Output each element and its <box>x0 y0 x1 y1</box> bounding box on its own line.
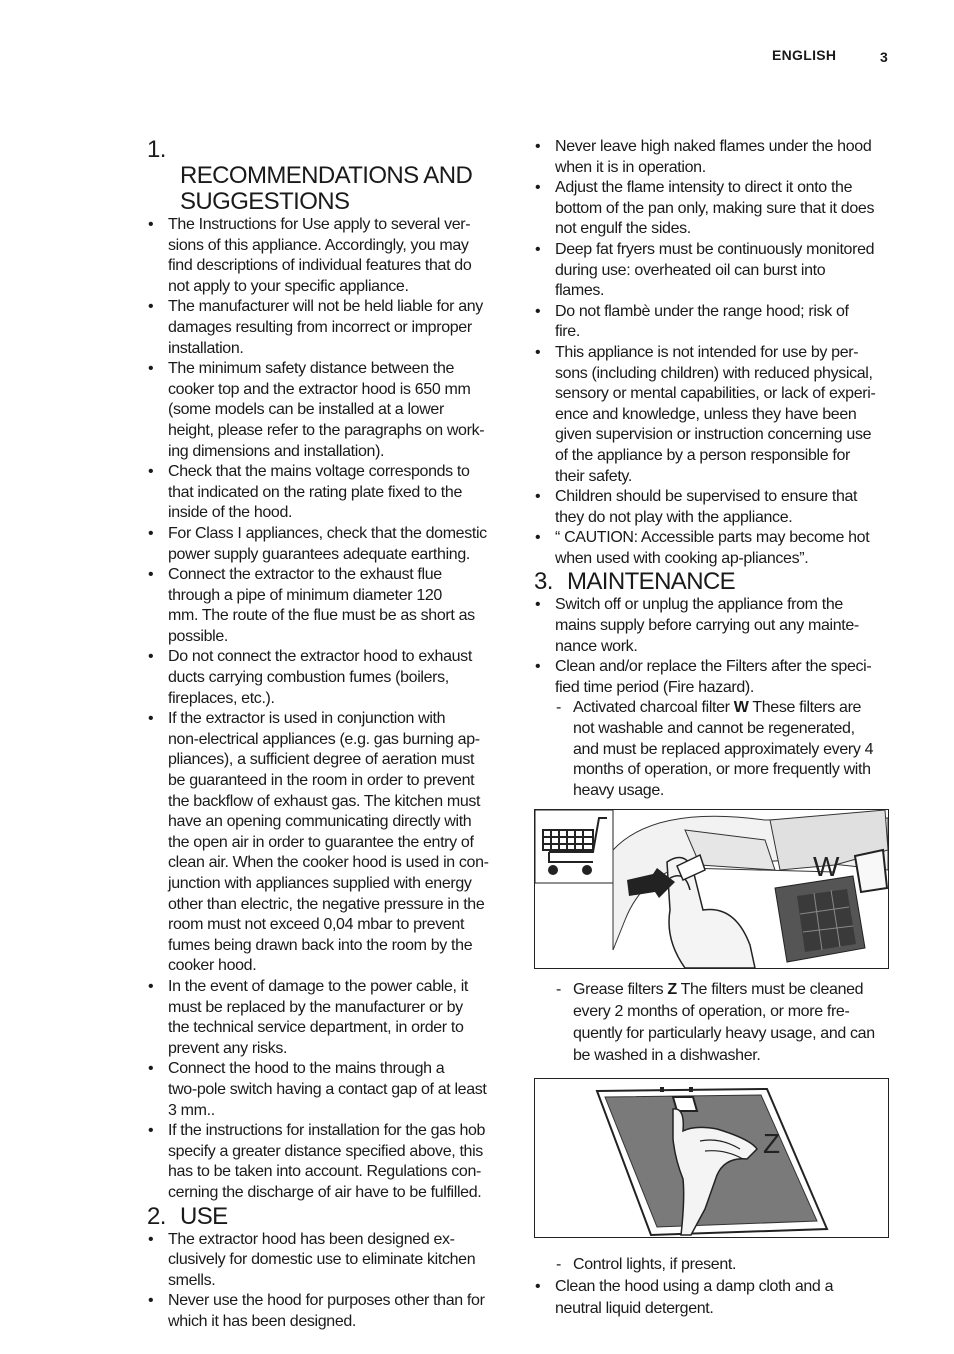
grease-text: The filters must be cleaned every 2 months of operation, or more fre- quently for particularly heavy usage, and can be washed in a dishwasher. <box>573 981 875 1065</box>
list-item: • The minimum safety distance between the cooker top and the extractor hood is 650 mm (some models can be installed at a lower height, please refer to the paragraphs on work- ing dimensions and installation). <box>147 359 505 462</box>
list-item: • Do not connect the extractor hood to exhaust ducts carrying combustion fumes (boilers, fireplaces, etc.). <box>147 647 505 709</box>
section-heading-recommendations <box>147 137 505 215</box>
figure-label-z: Z <box>763 1128 780 1160</box>
use-list-continued <box>534 137 892 569</box>
list-item: • The Instructions for Use apply to several ver- sions of this appliance. Accordingly, you may find descriptions of individual features that do not apply to your specific appliance. <box>147 215 505 297</box>
list-item: • If the instructions for installation for the gas hob specify a greater distance specified above, this has to be taken into account. Regulations con- cerning the discharge of air have to be fulfilled. <box>147 1121 505 1203</box>
charcoal-letter: W <box>733 699 749 717</box>
list-item: • Clean and/or replace the Filters after the speci- fied time period (Fire hazard). <box>534 657 892 698</box>
grease-filter-note <box>534 979 892 1067</box>
section-number: 1. <box>147 136 166 163</box>
list-item: • Switch off or unplug the appliance from the mains supply before carrying out any mainte- nance work. <box>534 595 892 657</box>
control-lights-note: - Control lights, if present. <box>534 1254 892 1276</box>
header-language: ENGLISH <box>772 47 837 63</box>
grease-filter-figure <box>534 1078 889 1238</box>
list-item: • Never leave high naked flames under the hood when it is in operation. <box>534 137 892 178</box>
list-item: • Adjust the flame intensity to direct it onto the bottom of the pan only, making sure that it does not engulf the sides. <box>534 178 892 240</box>
list-item: • Children should be supervised to ensure that they do not play with the appliance. <box>534 487 892 528</box>
list-item: • Never use the hood for purposes other than for which it has been designed. <box>147 1291 505 1332</box>
grease-filter-illustration <box>535 1079 888 1237</box>
section-heading-use <box>147 1204 505 1230</box>
list-item: • “ CAUTION: Accessible parts may become hot when used with cooking ap-pliances”. <box>534 528 892 569</box>
list-item: • For Class I appliances, check that the domestic power supply guarantees adequate earthing. <box>147 524 505 565</box>
page-number: 3 <box>880 49 888 65</box>
maintenance-list <box>534 595 892 698</box>
list-item: • This appliance is not intended for use by per- sons (including children) with reduced physical, sensory or mental capabilities, or lack of experi- ence and knowledge, unless they have been given supervision or instruction concerning use of the appliance by a person responsible for their safety. <box>534 343 892 487</box>
grease-letter: Z <box>667 981 677 999</box>
section-number: 2. <box>147 1202 166 1230</box>
right-column <box>534 137 892 1320</box>
charcoal-filter-figure <box>534 809 889 969</box>
section-title: USE <box>180 1202 228 1230</box>
charcoal-filter-illustration <box>535 810 888 968</box>
list-item: • The manufacturer will not be held liable for any damages resulting from incorrect or improper installation. <box>147 297 505 359</box>
final-list <box>534 1276 892 1320</box>
list-item: • Do not flambè under the range hood; risk of fire. <box>534 302 892 343</box>
list-item: • In the event of damage to the power cable, it must be replaced by the manufacturer or by the technical service department, in order to prevent any risks. <box>147 977 505 1059</box>
list-item: • If the extractor is used in conjunction with non-electrical appliances (e.g. gas burning ap- pliances), a sufficient degree of aeration must be guaranteed in the room in order to prevent the backflow of exhaust gas. The kitchen must have an opening communicating directly with the open air in order to guarantee the entry of clean air. When the cooker hood is used in con- junction with appliances supplied with energy other than electric, the negative pressure in the room must not exceed 0,04 mbar to prevent fumes being drawn back into the room by the cooker hood. <box>147 709 505 977</box>
list-item: • Connect the hood to the mains through a two-pole switch having a contact gap of at least 3 mm.. <box>147 1059 505 1121</box>
charcoal-text: These filters are not washable and cannot be regenerated, and must be replaced approximately every 4 months of operation, or more frequently with heavy usage. <box>573 699 874 799</box>
list-item: • Clean the hood using a damp cloth and a neutral liquid detergent. <box>534 1276 892 1320</box>
grease-prefix: Grease filters <box>573 981 668 999</box>
list-item: • The extractor hood has been designed ex- clusively for domestic use to eliminate kitchen smells. <box>147 1230 505 1292</box>
recommendations-list <box>147 215 505 1204</box>
section-title: MAINTENANCE <box>567 568 736 596</box>
list-item: • Check that the mains voltage corresponds to that indicated on the rating plate fixed to the inside of the hood. <box>147 462 505 524</box>
section-title: RECOMMENDATIONS AND SUGGESTIONS <box>180 162 473 215</box>
section-heading-maintenance <box>534 569 892 595</box>
section-number: 3. <box>534 568 553 596</box>
list-item: • Connect the extractor to the exhaust flue through a pipe of minimum diameter 120 mm. The route of the flue must be as short as possible. <box>147 565 505 647</box>
list-item: • Deep fat fryers must be continuously monitored during use: overheated oil can burst into flames. <box>534 240 892 302</box>
charcoal-prefix: Activated charcoal filter <box>573 699 734 717</box>
charcoal-filter-note <box>534 698 892 801</box>
use-list <box>147 1230 505 1333</box>
left-column <box>147 137 505 1332</box>
figure-label-w: W <box>813 851 840 883</box>
